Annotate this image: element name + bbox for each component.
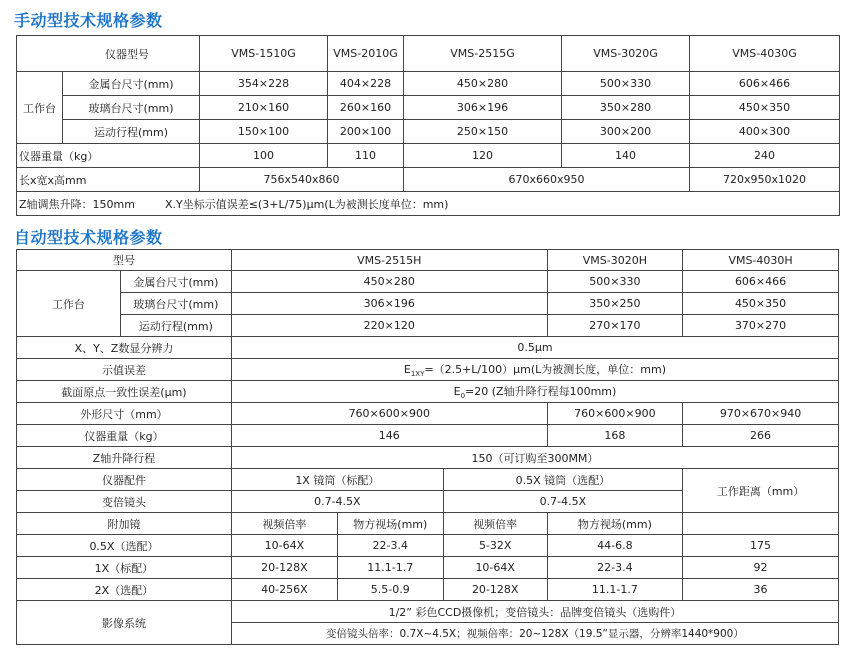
z-focus-note: Z轴调焦升降：150mm xyxy=(19,197,135,211)
error-value xyxy=(231,359,838,381)
table-cell: 20-128X xyxy=(231,557,337,579)
model-cell: VMS-4030G xyxy=(690,36,840,72)
table-cell: 350×250 xyxy=(547,293,682,315)
consistency-symbol: E xyxy=(453,385,461,398)
auto-spec-table xyxy=(16,249,839,645)
model-cell: VMS-2515H xyxy=(231,250,547,271)
table-cell: 5-32X xyxy=(443,535,547,557)
manual-spec-table xyxy=(16,35,840,216)
metal-label: 金属台尺寸(mm) xyxy=(120,271,231,293)
model-cell: VMS-2515G xyxy=(404,36,562,72)
table-cell: 756x540x860 xyxy=(200,168,404,192)
table-cell: 370×270 xyxy=(683,315,839,337)
table-cell: 5.5-0.9 xyxy=(337,579,443,601)
table-cell: 1/2” 彩色CCD摄像机；变倍镜头：品牌变倍镜头（选购件） xyxy=(231,601,838,623)
glass-label: 玻璃台尺寸(mm) xyxy=(120,293,231,315)
table-cell: 500×330 xyxy=(547,271,682,293)
table-cell: 306×196 xyxy=(404,96,562,120)
table-cell: 670x660x950 xyxy=(404,168,690,192)
video-mag-header: 视频倍率 xyxy=(231,513,337,535)
travel-label: 运动行程(mm) xyxy=(120,315,231,337)
table-cell: 168 xyxy=(547,425,682,447)
table-cell: 760×600×900 xyxy=(231,403,547,425)
table-cell: 220×120 xyxy=(231,315,547,337)
table-cell: 450×350 xyxy=(690,96,840,120)
workbench-label: 工作台 xyxy=(17,72,63,144)
workbench-label: 工作台 xyxy=(17,271,121,337)
weight-label: 仪器重量（kg） xyxy=(17,144,200,168)
table-cell: 40-256X xyxy=(231,579,337,601)
table-cell: 10-64X xyxy=(443,557,547,579)
table-cell: 270×170 xyxy=(547,315,682,337)
imaging-label: 影像系统 xyxy=(17,601,232,645)
table-cell: 260×160 xyxy=(328,96,404,120)
xy-error-note: X.Y坐标示值误差≤(3+L/75)μm(L为被测长度单位：mm) xyxy=(164,197,449,211)
table-cell: 450×350 xyxy=(683,293,839,315)
table-cell: 250×150 xyxy=(404,120,562,144)
table-cell: 450×280 xyxy=(404,72,562,96)
table-cell: 350×280 xyxy=(562,96,690,120)
error-subscript: 1XY xyxy=(410,370,425,378)
table-cell: 100 xyxy=(200,144,328,168)
z-travel-label: Z轴升降行程 xyxy=(17,447,232,469)
table-cell: 354×228 xyxy=(200,72,328,96)
consistency-label: 截面原点一致性误差(μm) xyxy=(17,381,232,403)
table-cell: 300×200 xyxy=(562,120,690,144)
table-cell: 500×330 xyxy=(562,72,690,96)
table-cell: 120 xyxy=(404,144,562,168)
table-cell: 10-64X xyxy=(231,535,337,557)
table-cell: 0.7-4.5X xyxy=(443,491,682,513)
model-cell: VMS-3020H xyxy=(547,250,682,271)
model-cell: VMS-2010G xyxy=(328,36,404,72)
fov-header: 物方视场(mm) xyxy=(547,513,682,535)
table-cell: 450×280 xyxy=(231,271,547,293)
manual-section-title: 手动型技术规格参数 xyxy=(14,11,163,30)
model-header: 型号 xyxy=(17,250,232,271)
table-cell: 606×466 xyxy=(690,72,840,96)
table-cell: 36 xyxy=(683,579,839,601)
accessory-label: 仪器配件 xyxy=(17,469,232,491)
table-cell: 11.1-1.7 xyxy=(547,579,682,601)
table-cell: 400×300 xyxy=(690,120,840,144)
table-cell: 22-3.4 xyxy=(547,557,682,579)
table-cell: 0.7-4.5X xyxy=(231,491,443,513)
model-cell: VMS-1510G xyxy=(200,36,328,72)
table-cell: 175 xyxy=(683,535,839,557)
table-cell: 0.5X 镜筒（选配） xyxy=(443,469,682,491)
error-label: 示值误差 xyxy=(17,359,232,381)
table-cell: 20-128X xyxy=(443,579,547,601)
error-formula: =（2.5+L/100）μm(L为被测长度，单位：mm) xyxy=(424,363,666,376)
table-cell: 92 xyxy=(683,557,839,579)
consistency-subscript: 0 xyxy=(460,392,466,400)
table-cell: 200×100 xyxy=(328,120,404,144)
table-cell: 11.1-1.7 xyxy=(337,557,443,579)
addon-row-label: 0.5X（选配） xyxy=(17,535,232,557)
table-cell: 140 xyxy=(562,144,690,168)
resolution-label: X、Y、Z数显分辨力 xyxy=(17,337,232,359)
work-distance-header: 工作距离（mm） xyxy=(683,469,839,513)
weight-label: 仪器重量（kg） xyxy=(17,425,232,447)
travel-label: 运动行程(mm) xyxy=(63,120,200,144)
table-cell: 404×228 xyxy=(328,72,404,96)
error-symbol: E xyxy=(403,363,411,376)
table-cell: 240 xyxy=(690,144,840,168)
fov-header: 物方视场(mm) xyxy=(337,513,443,535)
table-cell: 1X 镜筒（标配） xyxy=(231,469,443,491)
table-cell: 210×160 xyxy=(200,96,328,120)
table-cell: 760×600×900 xyxy=(547,403,682,425)
table-cell: 变倍镜头倍率：0.7X~4.5X；视频倍率：20~128X（19.5”显示器，分辨率1440*900） xyxy=(231,623,838,645)
auto-section-title: 自动型技术规格参数 xyxy=(14,228,163,247)
consistency-formula: =20 (Z轴升降行程每100mm) xyxy=(465,385,617,398)
model-cell: VMS-4030H xyxy=(683,250,839,271)
note-row xyxy=(17,192,840,216)
table-cell: 306×196 xyxy=(231,293,547,315)
zoom-label: 变倍镜头 xyxy=(17,491,232,513)
consistency-value xyxy=(231,381,838,403)
model-header: 仪器型号 xyxy=(17,36,200,72)
table-cell: 606×466 xyxy=(683,271,839,293)
dims-label: 长x宽x高mm xyxy=(17,168,200,192)
video-mag-header: 视频倍率 xyxy=(443,513,547,535)
addon-label: 附加镜 xyxy=(17,513,232,535)
table-cell: 970×670×940 xyxy=(683,403,839,425)
addon-row-label: 1X（标配） xyxy=(17,557,232,579)
table-cell: 146 xyxy=(231,425,547,447)
outer-label: 外形尺寸（mm） xyxy=(17,403,232,425)
table-cell: 150×100 xyxy=(200,120,328,144)
table-cell: 720x950x1020 xyxy=(690,168,840,192)
addon-row-label: 2X（选配） xyxy=(17,579,232,601)
table-cell: 0.5μm xyxy=(231,337,838,359)
model-cell: VMS-3020G xyxy=(562,36,690,72)
table-cell: 22-3.4 xyxy=(337,535,443,557)
metal-label: 金属台尺寸(mm) xyxy=(63,72,200,96)
table-cell: 44-6.8 xyxy=(547,535,682,557)
table-cell xyxy=(683,513,839,535)
table-cell: 150（可订购至300MM） xyxy=(231,447,838,469)
table-cell: 110 xyxy=(328,144,404,168)
table-cell: 266 xyxy=(683,425,839,447)
glass-label: 玻璃台尺寸(mm) xyxy=(63,96,200,120)
